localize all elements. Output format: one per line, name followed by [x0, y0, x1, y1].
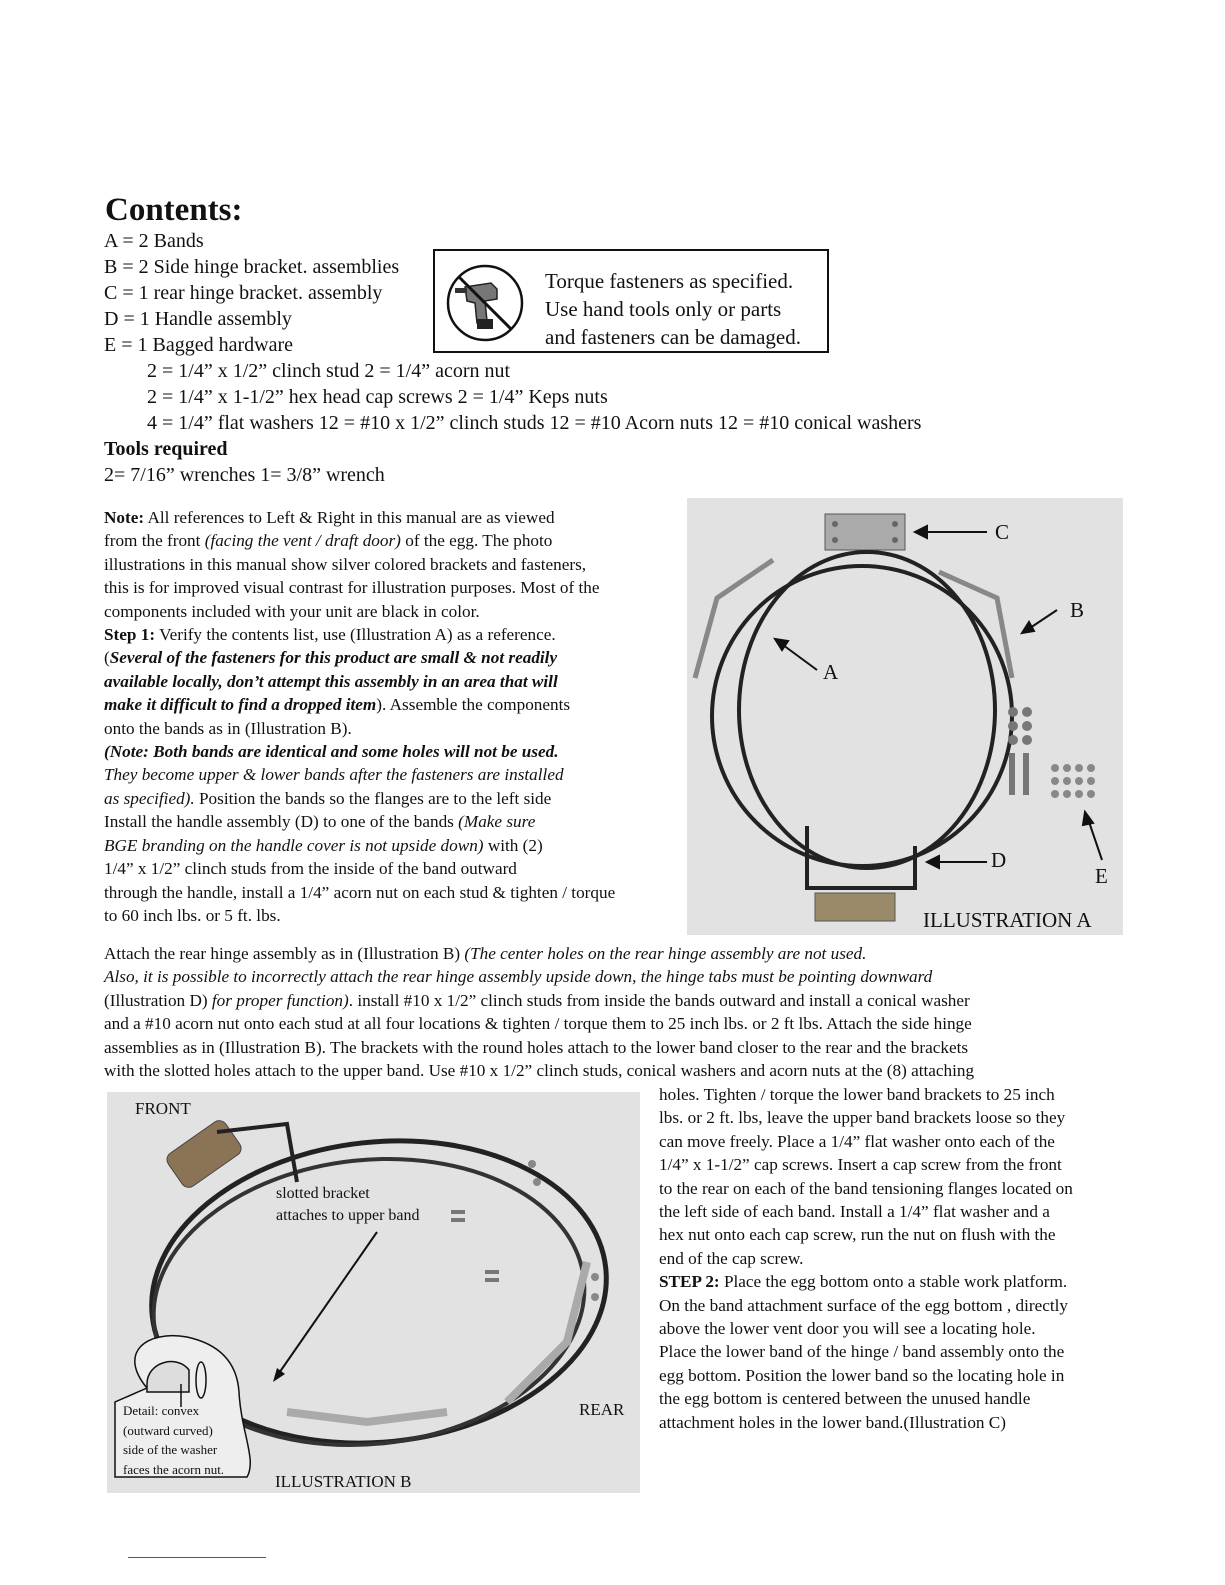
- right-text: On the band attachment surface of the egg bottom , directly: [659, 1295, 1069, 1315]
- tools-title: Tools required: [104, 438, 228, 460]
- no-power-drill-icon: [445, 263, 525, 343]
- note-text: BGE branding on the handle cover is not upside down): [104, 835, 484, 855]
- label-d: D: [991, 848, 1007, 872]
- note-text: as specified).: [104, 788, 195, 808]
- label-a: A: [823, 660, 839, 684]
- note-text: All references to Left & Right in this manual are as viewed: [144, 508, 555, 527]
- rear-text: Attach the rear hinge assembly as in (Illustration B): [104, 944, 465, 963]
- contents-item-c: C = 1 rear hinge bracket. assembly: [104, 282, 383, 304]
- hardware-line-2: 2 = 1/4” x 1-1/2” hex head cap screws 2 = 1/4” Keps nuts: [147, 386, 608, 408]
- illustration-a-photo: [687, 498, 1123, 935]
- note-text: (: [104, 648, 110, 668]
- hardware-line-1: 2 = 1/4” x 1/2” clinch stud 2 = 1/4” acorn nut: [147, 360, 511, 382]
- note-text: Install the handle assembly (D) to one of the bands: [104, 812, 459, 832]
- note-text: make it difficult to find a dropped item: [104, 695, 377, 715]
- note-text: with (2): [483, 835, 543, 855]
- note-text: of the egg. The photo: [400, 531, 553, 551]
- rear-text: for proper function): [211, 990, 349, 1010]
- illustration-b-caption: ILLUSTRATION B: [275, 1472, 412, 1491]
- right-text: egg bottom. Position the lower band so the locating hole in: [659, 1365, 1065, 1385]
- tools-text: 2= 7/16” wrenches 1= 3/8” wrench: [104, 464, 385, 486]
- contents-title: Contents:: [105, 192, 243, 228]
- note-text: Verify the contents list, use (Illustration A) as a reference.: [155, 625, 556, 645]
- rear-text: assemblies as in (Illustration B). The brackets with the round holes attach to the lower band closer to the rear and the brackets: [104, 1037, 969, 1057]
- right-text: holes. Tighten / torque the lower band brackets to 25 inch: [659, 1085, 1055, 1104]
- right-text: Place the egg bottom onto a stable work platform.: [719, 1272, 1068, 1292]
- right-text: the left side of each band. Install a 1/4” flat washer and a: [659, 1202, 1050, 1222]
- contents-item-e: E = 1 Bagged hardware: [104, 334, 293, 356]
- right-text: can move freely. Place a 1/4” flat washer onto each of the: [659, 1131, 1055, 1151]
- warning-line-2: Use hand tools only or parts: [545, 297, 782, 321]
- step-1-label: Step 1:: [104, 625, 156, 645]
- rear-text: with the slotted holes attach to the upper band. Use #10 x 1/2” clinch studs, conical washers and acorn nuts at the (8) attaching: [104, 1061, 975, 1081]
- note-text: (Note: Both bands are identical and some holes will not be used.: [104, 742, 559, 762]
- washer-detail-line: (outward curved): [123, 1422, 213, 1438]
- right-text: hex nut onto each cap screw, run the nut on flush with the: [659, 1225, 1056, 1245]
- right-text: Place the lower band of the hinge / band assembly onto the: [659, 1342, 1065, 1362]
- note-text: (Make sure: [458, 812, 536, 832]
- right-text: end of the cap screw.: [659, 1248, 804, 1268]
- illustration-b-photo: [107, 1092, 640, 1493]
- note-text: Position the bands so the flanges are to the left side: [194, 788, 552, 808]
- label-e: E: [1095, 864, 1108, 888]
- note-text: They become upper & lower bands after the fasteners are installed: [104, 765, 564, 785]
- warning-line-3: and fasteners can be damaged.: [545, 325, 801, 349]
- front-label: FRONT: [135, 1099, 191, 1118]
- rear-text: . install #10 x 1/2” clinch studs from inside the bands outward and install a conical washer: [348, 990, 970, 1010]
- note-text: (facing the vent / draft door): [204, 531, 401, 551]
- footer-link-underline: [128, 1557, 266, 1558]
- note-text: available locally, don’t attempt this assembly in an area that will: [104, 671, 558, 691]
- right-text: to the rear on each of the band tensioning flanges located on: [659, 1178, 1073, 1198]
- washer-detail-line: faces the acorn nut.: [123, 1461, 225, 1477]
- note-text: onto the bands as in (Illustration B).: [104, 718, 352, 738]
- rear-label: REAR: [579, 1400, 625, 1419]
- washer-detail-note: [123, 1401, 224, 1479]
- contents-item-d: D = 1 Handle assembly: [104, 308, 292, 330]
- note-text: illustrations in this manual show silver colored brackets and fasteners,: [104, 554, 587, 574]
- rear-text: (The center holes on the rear hinge assembly are not used.: [464, 944, 867, 963]
- illustration-a-caption: ILLUSTRATION A: [923, 908, 1092, 932]
- right-text: above the lower vent door you will see a locating hole.: [659, 1319, 1036, 1339]
- hardware-line-3: 4 = 1/4” flat washers 12 = #10 x 1/2” clinch studs 12 = #10 Acorn nuts 12 = #10 conical washers: [147, 412, 922, 434]
- slotted-bracket-label: attaches to upper band: [276, 1207, 420, 1224]
- washer-detail-line: side of the washer: [123, 1442, 218, 1457]
- right-text: 1/4” x 1-1/2” cap screws. Insert a cap screw from the front: [659, 1155, 1062, 1175]
- rear-text: (Illustration D): [104, 990, 212, 1010]
- right-text: lbs. or 2 ft. lbs, leave the upper band brackets loose so they: [659, 1108, 1066, 1128]
- label-b: B: [1070, 598, 1085, 622]
- note-text: components included with your unit are black in color.: [104, 601, 480, 621]
- washer-detail-line: Detail: convex: [123, 1403, 200, 1418]
- note-text: through the handle, install a 1/4” acorn nut on each stud & tighten / torque: [104, 882, 616, 902]
- label-c: C: [995, 520, 1010, 544]
- slotted-bracket-label: slotted bracket: [276, 1185, 370, 1202]
- note-text: Several of the fasteners for this product are small & not readily: [109, 648, 558, 668]
- rear-text: and a #10 acorn nut onto each stud at all four locations & tighten / torque them to 25 inch lbs. or 2 ft lbs. Attach the side hinge: [104, 1014, 972, 1034]
- right-text: attachment holes in the lower band.(Illustration C): [659, 1412, 1006, 1432]
- note-text: ). Assemble the components: [376, 695, 571, 715]
- illustration-a-drawing: [687, 498, 1123, 935]
- note-text: from the front: [104, 531, 205, 551]
- note-text: this is for improved visual contrast for illustration purposes. Most of the: [104, 578, 600, 598]
- right-text: the egg bottom is centered between the unused handle: [659, 1389, 1031, 1409]
- note-text: 1/4” x 1/2” clinch studs from the inside of the band outward: [104, 859, 517, 879]
- step-2-paragraph: [659, 1083, 1073, 1434]
- step-2-label: STEP 2:: [659, 1272, 720, 1292]
- torque-warning-box: [433, 249, 829, 353]
- rear-text: Also, it is possible to incorrectly attach the rear hinge assembly upside down, the hinge tabs must be pointing downward: [104, 967, 933, 987]
- contents-item-a: A = 2 Bands: [104, 230, 204, 252]
- rear-hinge-paragraph: [104, 942, 974, 1082]
- warning-line-1: Torque fasteners as specified.: [545, 269, 794, 293]
- note-text: to 60 inch lbs. or 5 ft. lbs.: [104, 905, 281, 925]
- contents-item-b: B = 2 Side hinge bracket. assemblies: [104, 256, 400, 278]
- note-label: Note:: [104, 508, 145, 527]
- note-paragraph: [104, 506, 615, 927]
